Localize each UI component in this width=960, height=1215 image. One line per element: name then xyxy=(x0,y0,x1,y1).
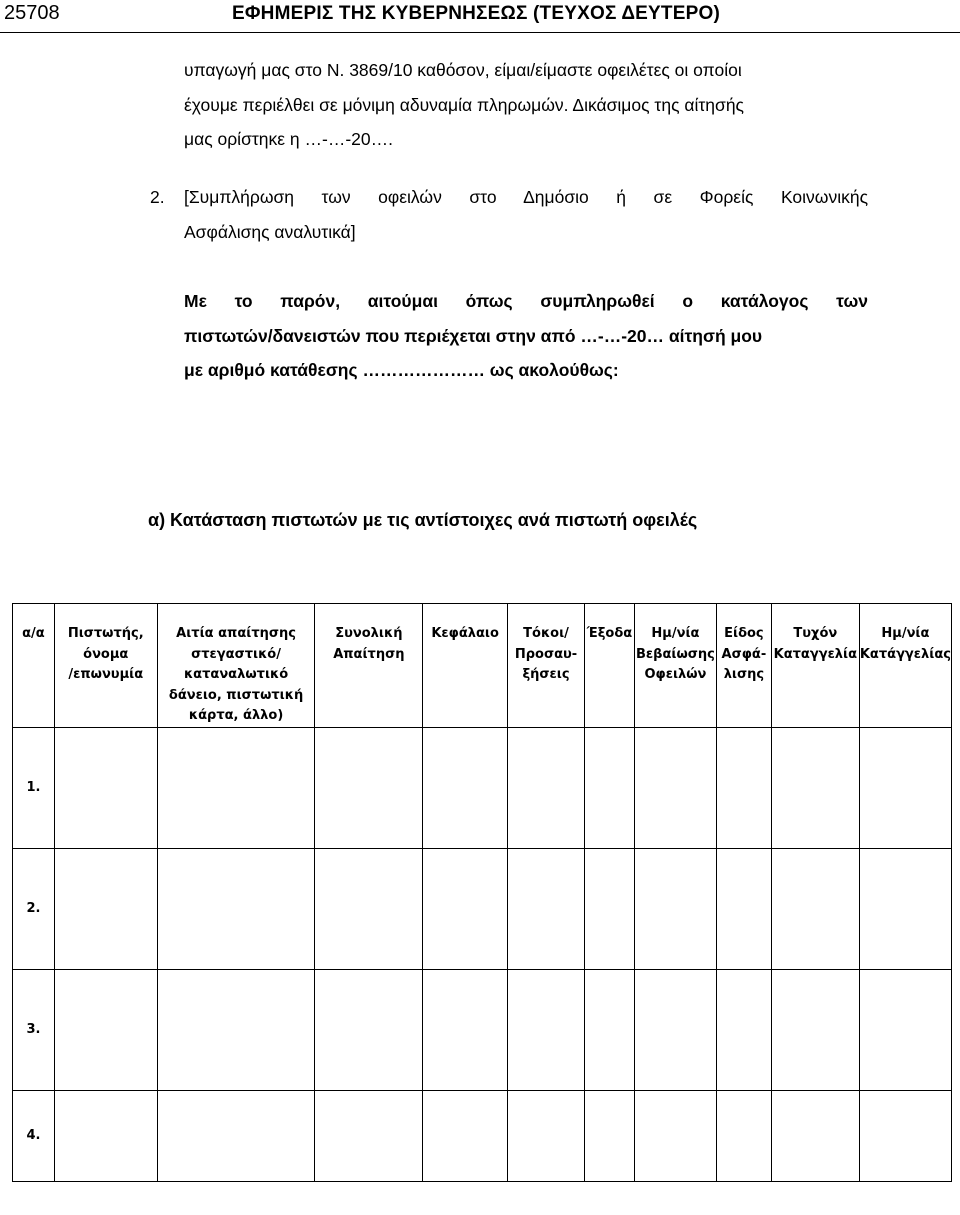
table-cell[interactable] xyxy=(634,1090,716,1181)
table-cell[interactable] xyxy=(716,969,771,1090)
table-cell[interactable] xyxy=(771,1090,859,1181)
table-cell[interactable] xyxy=(584,969,634,1090)
table-cell[interactable] xyxy=(584,727,634,848)
table-row xyxy=(13,1090,952,1181)
table-row xyxy=(13,848,952,969)
table-cell[interactable] xyxy=(716,727,771,848)
section-item-2 xyxy=(150,180,868,249)
request-line: με αριθμό κατάθεσης ………………… ως ακολούθως: xyxy=(184,360,619,380)
table-cell[interactable] xyxy=(771,848,859,969)
page-number: 25708 xyxy=(4,2,60,24)
table-cell[interactable] xyxy=(423,727,508,848)
item-heading-line: Ασφάλισης αναλυτικά] xyxy=(184,221,356,242)
table-cell[interactable] xyxy=(771,727,859,848)
table-cell[interactable] xyxy=(54,1090,157,1181)
table-title: α) Κατάσταση πιστωτών με τις αντίστοιχες ανά πιστωτή οφειλές xyxy=(148,510,698,530)
table-row xyxy=(13,727,952,848)
table-cell[interactable] xyxy=(508,727,585,848)
table-cell[interactable] xyxy=(315,969,423,1090)
page-header xyxy=(0,0,960,28)
table-cell[interactable] xyxy=(771,969,859,1090)
col-header-certification-date: Ημ/νία Βεβαίωσης Οφειλών xyxy=(634,604,716,728)
table-cell[interactable] xyxy=(716,1090,771,1181)
table-cell[interactable] xyxy=(584,848,634,969)
col-header-termination: Τυχόν Καταγγελία xyxy=(771,604,859,728)
table-cell[interactable] xyxy=(423,1090,508,1181)
table-cell[interactable] xyxy=(315,848,423,969)
item-number: 2. xyxy=(150,187,165,207)
col-header-expenses: Έξοδα xyxy=(584,604,634,728)
intro-paragraph xyxy=(184,53,868,157)
table-cell[interactable] xyxy=(315,727,423,848)
table-cell[interactable] xyxy=(634,727,716,848)
table-header-row xyxy=(13,604,952,728)
col-header-creditor: Πιστωτής, όνομα /επωνυμία xyxy=(54,604,157,728)
request-line: Με το παρόν, αιτούμαι όπως συμπληρωθεί ο κατάλογος των xyxy=(184,291,868,311)
col-header-insurance-type: Είδος Ασφά- λισης xyxy=(716,604,771,728)
table-cell[interactable] xyxy=(54,969,157,1090)
col-header-interest: Τόκοι/ Προσαυ- ξήσεις xyxy=(508,604,585,728)
item-heading-line: [Συμπλήρωση των οφειλών στο Δημόσιο ή σε Φορείς Κοινωνικής xyxy=(184,187,868,207)
table-cell[interactable] xyxy=(508,969,585,1090)
table-cell[interactable] xyxy=(634,848,716,969)
creditors-table xyxy=(12,603,952,1182)
col-header-claim-cause: Αιτία απαίτησης στεγαστικό/ καταναλωτικό δάνειο, πιστωτική κάρτα, άλλο) xyxy=(157,604,315,728)
row-number: 3. xyxy=(13,969,55,1090)
col-header-aa: α/α xyxy=(13,604,55,728)
intro-line: έχουμε περιέλθει σε μόνιμη αδυναμία πληρωμών. Δικάσιμος της αίτησής xyxy=(184,94,744,115)
request-line: πιστωτών/δανειστών που περιέχεται στην από …-…-20… αίτησή μου xyxy=(184,325,763,346)
table-cell[interactable] xyxy=(423,969,508,1090)
table-cell[interactable] xyxy=(859,969,951,1090)
request-paragraph xyxy=(184,284,868,388)
table-cell[interactable] xyxy=(716,848,771,969)
table-cell[interactable] xyxy=(157,1090,315,1181)
table-cell[interactable] xyxy=(859,727,951,848)
table-cell[interactable] xyxy=(859,1090,951,1181)
table-cell[interactable] xyxy=(508,1090,585,1181)
col-header-termination-date: Ημ/νία Κατάγγελίας xyxy=(859,604,951,728)
row-number: 4. xyxy=(13,1090,55,1181)
table-cell[interactable] xyxy=(508,848,585,969)
row-number: 2. xyxy=(13,848,55,969)
intro-line: μας ορίστηκε η …-…-20…. xyxy=(184,129,394,149)
table-cell[interactable] xyxy=(157,727,315,848)
header-divider xyxy=(0,32,960,33)
intro-line: υπαγωγή μας στο Ν. 3869/10 καθόσον, είμαι/είμαστε οφειλέτες οι οποίοι xyxy=(184,60,742,80)
table-cell[interactable] xyxy=(315,1090,423,1181)
table-cell[interactable] xyxy=(54,727,157,848)
table-cell[interactable] xyxy=(859,848,951,969)
table-cell[interactable] xyxy=(157,848,315,969)
table-cell[interactable] xyxy=(157,969,315,1090)
table-cell[interactable] xyxy=(423,848,508,969)
gazette-title: ΕΦΗΜΕΡΙΣ ΤΗΣ ΚΥΒΕΡΝΗΣΕΩΣ (ΤΕΥΧΟΣ ΔΕΥΤΕΡΟ) xyxy=(232,3,720,24)
table-cell[interactable] xyxy=(584,1090,634,1181)
table-cell[interactable] xyxy=(54,848,157,969)
table-row xyxy=(13,969,952,1090)
table-cell[interactable] xyxy=(634,969,716,1090)
row-number: 1. xyxy=(13,727,55,848)
col-header-capital: Κεφάλαιο xyxy=(423,604,508,728)
col-header-total-claim: Συνολική Απαίτηση xyxy=(315,604,423,728)
